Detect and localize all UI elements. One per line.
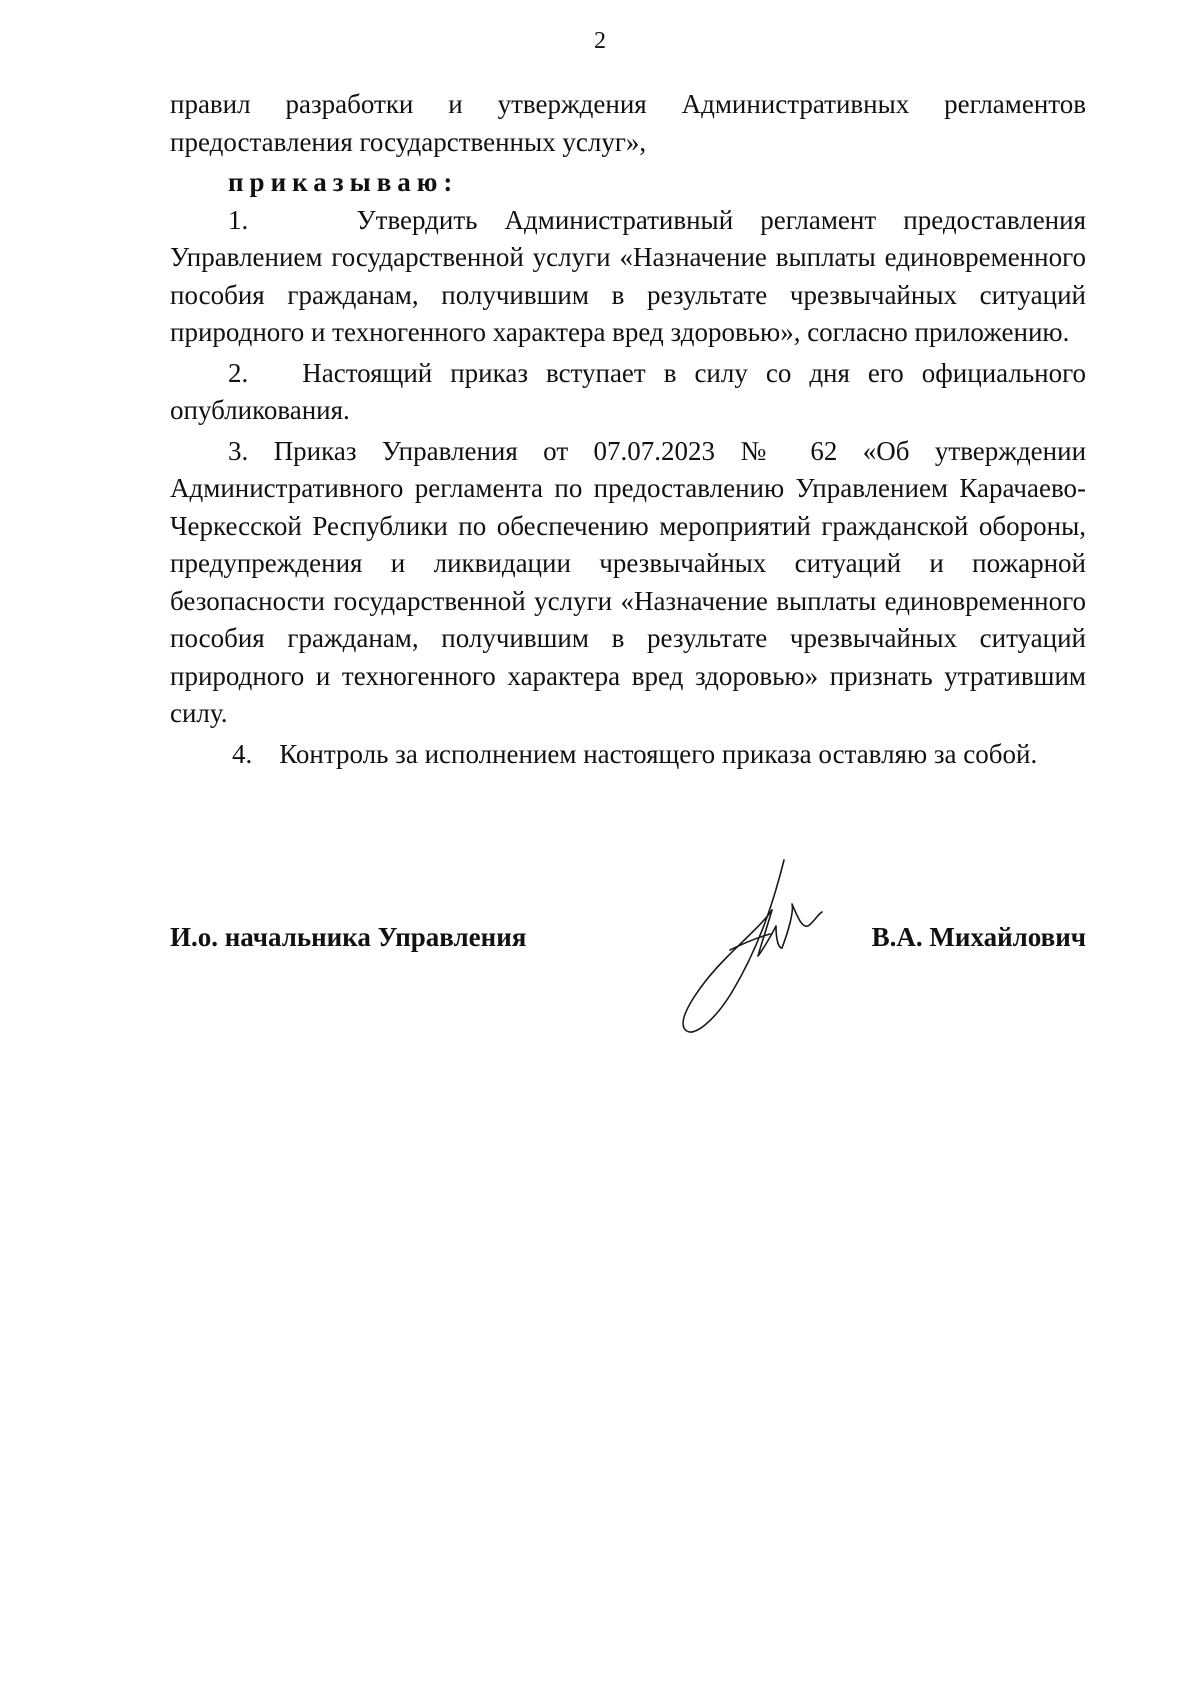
order-item-2 [170,355,1086,430]
item-number: 4. [232,738,253,769]
item-number: 3. [228,435,249,466]
order-item-4 [170,736,1086,774]
item-text: Утвердить Административный регламент предоставления Управлением государственной услуги «Назначение выплаты единовременного пособия гражданам, получившим в результате чрезвычайных ситуаций природного и техногенного характера вред здоровью», согласно приложению. [170,204,1086,347]
signer-name: В.А. Михайлович [871,922,1086,952]
intro-paragraph: правил разработки и утверждения Административных регламентов предоставления государственных услуг», [170,89,1086,157]
document-body [170,86,1086,773]
item-number: 1. [228,204,249,235]
item-number: 2. [228,357,249,388]
item-text: Приказ Управления от 07.07.2023 № 62 «Об утверждении Административного регламента по предоставлению Управлением Карачаево-Черкесской Республики по обеспечению мероприятий гражданской обороны, предупреждения и ликвидации чрезвычайных ситуаций и пожарной безопасности государственной услуги «Назначение выплаты единовременного пособия гражданам, получившим в результате чрезвычайных ситуаций природного и техногенного характера вред здоровью» признать утратившим силу. [170,435,1087,728]
signer-position: И.о. начальника Управления [170,922,527,952]
page-number: 2 [594,28,606,54]
order-item-3 [170,433,1086,733]
item-text: Настоящий приказ вступает в силу со дня его официального опубликования. [170,357,1087,425]
order-word: приказываю: [228,167,459,197]
order-item-1 [170,202,1086,352]
handwritten-signature [672,852,832,1042]
item-text: Контроль за исполнением настоящего приказа оставляю за собой. [279,738,1038,769]
